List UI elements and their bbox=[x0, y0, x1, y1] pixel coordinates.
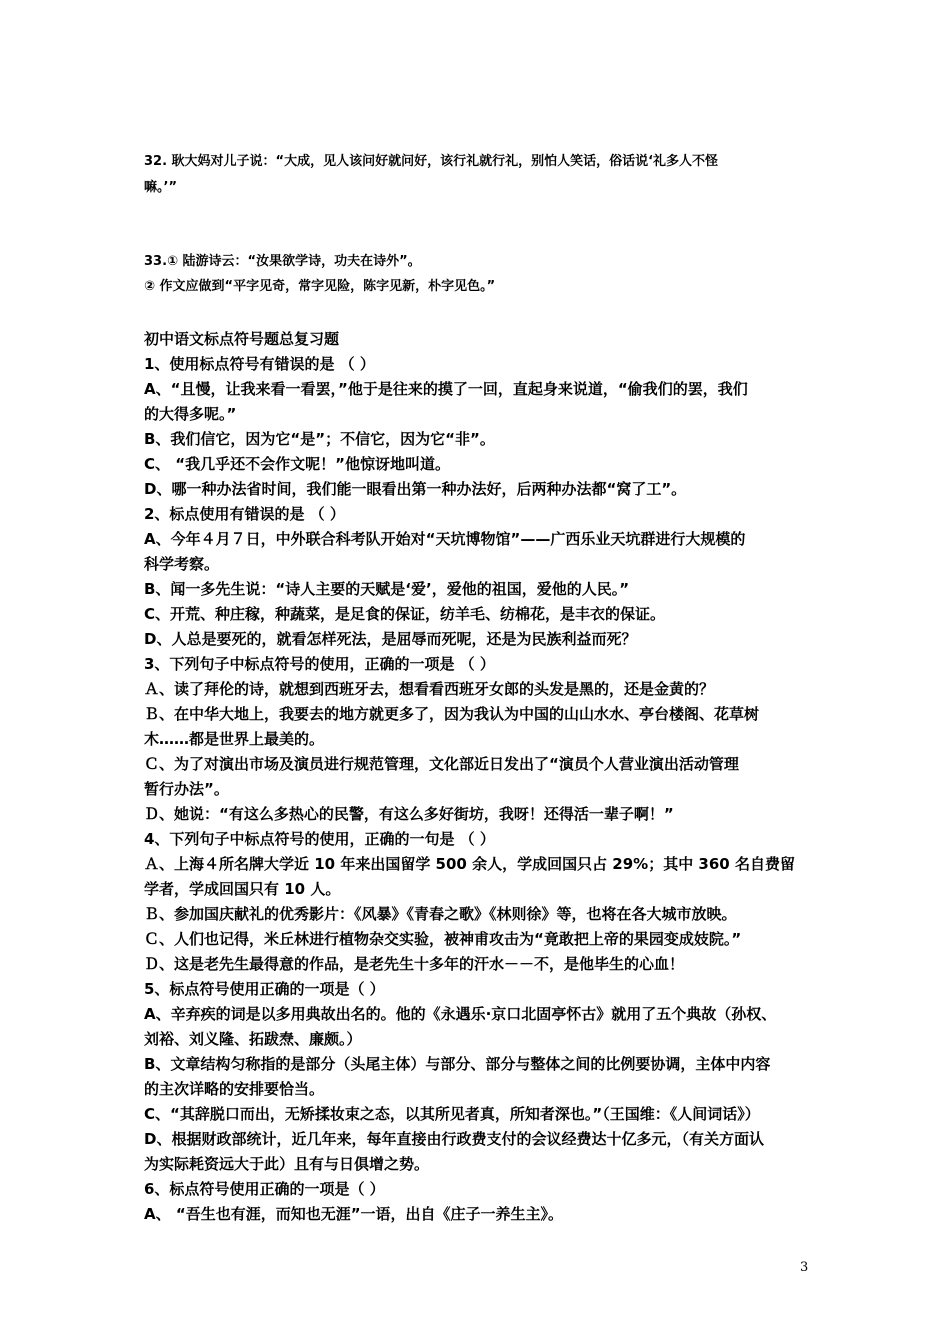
text-line: 刘裕、刘义隆、拓跋焘、廉颇。） bbox=[144, 1030, 362, 1048]
text-line: D、人总是要死的，就看怎样死法，是屈辱而死呢，还是为民族利益而死？ bbox=[144, 630, 637, 648]
text-line: Ｂ、参加国庆献礼的优秀影片：《风暴》《青春之歌》《林则徐》等，也将在各大城市放映。 bbox=[144, 905, 737, 923]
text-line: A、“且慢，让我来看一看罢，”他于是往来的摸了一回，直起身来说道，“偷我们的罢，我们 bbox=[144, 380, 748, 398]
text-line: B、文章结构匀称指的是部分（头尾主体）与部分、部分与整体之间的比例要协调，主体中内容 bbox=[144, 1055, 771, 1073]
text-line: B、闻一多先生说：“诗人主要的天赋是‘爱’，爱他的祖国，爱他的人民。” bbox=[144, 580, 630, 598]
text-line: 5、标点符号使用正确的一项是（ ） bbox=[144, 980, 385, 998]
text-line: D、根据财政部统计，近几年来，每年直接由行政费支付的会议经费达十亿多元，（有关方面认 bbox=[144, 1130, 764, 1148]
text-line: Ｂ、在中华大地上，我要去的地方就更多了，因为我认为中国的山山水水、亭台楼阁、花草树 bbox=[144, 705, 760, 723]
text-line: 科学考察。 bbox=[144, 555, 220, 573]
text-line: 2、标点使用有错误的是 （ ） bbox=[144, 505, 345, 523]
text-line: 1、使用标点符号有错误的是 （ ） bbox=[144, 355, 375, 373]
question-32-line-1: 32. 耿大妈对儿子说：“大成，见人该问好就问好，该行礼就行礼，别怕人笑话，俗话说‘礼多人不怪 bbox=[144, 154, 719, 169]
text-line: 暂行办法”。 bbox=[144, 780, 229, 798]
text-line: Ｃ、人们也记得，米丘林进行植物杂交实验，被神甫攻击为“竟敢把上帝的果园变成妓院。” bbox=[144, 930, 742, 948]
text-line: A、辛弃疾的词是以多用典故出名的。他的《永遇乐·京口北固亭怀古》就用了五个典故（孙权、 bbox=[144, 1005, 777, 1023]
text-line: 4、下列句子中标点符号的使用，正确的一句是 （ ） bbox=[144, 830, 495, 848]
text-line: 木……都是世界上最美的。 bbox=[144, 730, 325, 748]
question-33-line-2: ② 作文应做到“平字见奇，常字见险，陈字见新，朴字见色。” bbox=[144, 279, 496, 294]
text-line: 的主次详略的安排要恰当。 bbox=[144, 1080, 325, 1098]
question-33-line-1: 33.① 陆游诗云：“汝果欲学诗，功夫在诗外”。 bbox=[144, 254, 421, 269]
text-line: A、今年４月７日，中外联合科考队开始对“天坑博物馆”——广西乐业天坑群进行大规模的 bbox=[144, 530, 746, 548]
text-line: 为实际耗资远大于此）且有与日俱增之势。 bbox=[144, 1155, 430, 1173]
text-line: Ｄ、这是老先生最得意的作品，是老先生十多年的汗水－－不，是他毕生的心血！ bbox=[144, 955, 685, 973]
section-title: 初中语文标点符号题总复习题 bbox=[144, 330, 340, 348]
text-line: A、 “吾生也有涯，而知也无涯”一语，出自《庄子一养生主》。 bbox=[144, 1205, 564, 1223]
text-line: Ｃ、为了对演出市场及演员进行规范管理，文化部近日发出了“演员个人营业演出活动管理 bbox=[144, 755, 739, 773]
text-line: 学者，学成回国只有 10 人。 bbox=[144, 880, 341, 898]
text-line: 3、下列句子中标点符号的使用，正确的一项是 （ ） bbox=[144, 655, 495, 673]
text-line: 的大得多呢。” bbox=[144, 405, 237, 423]
text-line: Ｄ、她说：“有这么多热心的民警，有这么多好街坊，我呀！还得活一辈子啊！” bbox=[144, 805, 674, 823]
text-line: D、哪一种办法省时间，我们能一眼看出第一种办法好，后两种办法都“窝了工”。 bbox=[144, 480, 687, 498]
text-line: C、“其辞脱口而出，无矫揉妆束之态，以其所见者真，所知者深也。”（王国维：《人间词话》） bbox=[144, 1105, 760, 1123]
text-line: C、开荒、种庄稼，种蔬菜，是足食的保证，纺羊毛、纺棉花，是丰衣的保证。 bbox=[144, 605, 666, 623]
text-line: B、我们信它，因为它“是”；不信它，因为它“非”。 bbox=[144, 430, 495, 448]
question-32-line-2: 嘛。’” bbox=[144, 180, 177, 195]
text-line: C、 “我几乎还不会作文呢！”他惊讶地叫道。 bbox=[144, 455, 450, 473]
text-line: Ａ、上海４所名牌大学近 10 年来出国留学 500 余人，学成回国只占 29%；其中 360 名自费留 bbox=[144, 855, 795, 873]
text-line: 6、标点符号使用正确的一项是（ ） bbox=[144, 1180, 385, 1198]
page-number: 3 bbox=[800, 1260, 809, 1275]
text-line: Ａ、读了拜伦的诗，就想到西班牙去，想看看西班牙女郎的头发是黑的，还是金黄的？ bbox=[144, 680, 715, 698]
